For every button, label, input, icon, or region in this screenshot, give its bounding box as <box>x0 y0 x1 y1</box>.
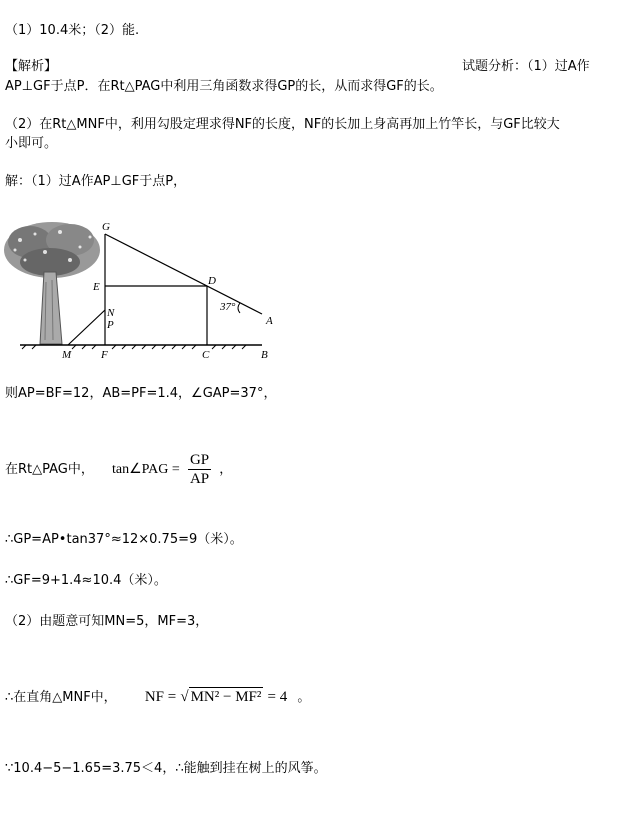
step3-prefix: 在Rt△PAG中， <box>5 462 94 477</box>
solution-step5: ∴GF=9+1.4≈10.4（米）。 <box>5 573 167 588</box>
fraction-numerator: GP <box>189 452 210 468</box>
sqrt-icon: √ <box>180 689 189 705</box>
solution-conclusion: ∵10.4−5−1.65=3.75＜4，∴能触到挂在树上的风筝。 <box>5 761 327 776</box>
analysis-tag: 【解析】 <box>5 59 58 74</box>
label-n: N <box>107 307 115 319</box>
label-b: B <box>261 349 268 361</box>
nf-left: NF = <box>144 689 177 705</box>
fraction-denominator: AP <box>189 471 210 487</box>
label-angle: 37° <box>220 301 236 313</box>
analysis-line3: 小即可。 <box>5 136 58 151</box>
solution-step1: 解：（1）过A作AP⊥GF于点P， <box>5 174 187 189</box>
label-p: P <box>107 319 114 331</box>
step6-suffix: 。 <box>297 690 311 705</box>
solution-step3 <box>5 450 232 490</box>
nf-right: = 4 <box>267 689 288 705</box>
fraction-gp-ap <box>188 451 211 488</box>
solution-step6 <box>5 686 310 709</box>
label-m: M <box>62 349 72 361</box>
label-d: D <box>208 275 216 287</box>
label-g: G <box>102 221 110 233</box>
tree-icon <box>4 222 100 344</box>
label-a: A <box>266 315 273 327</box>
geometry-figure <box>0 212 290 367</box>
solution-step4: ∴GP=AP•tan37°≈12×0.75=9（米）。 <box>5 532 243 547</box>
answer-line: （1）10.4米；（2）能. <box>5 23 140 38</box>
label-e: E <box>93 281 100 293</box>
label-f: F <box>101 349 108 361</box>
step3-suffix: ， <box>219 462 233 477</box>
nf-radicand: MN² − MF² <box>190 689 262 705</box>
tan-label: tan∠PAG = <box>112 462 180 477</box>
analysis-line1: AP⊥GF于点P．在Rt△PAG中利用三角函数求得GP的长，从而求得GF的长。 <box>5 79 443 94</box>
label-c: C <box>202 349 210 361</box>
solution-part2: （2）由题意可知MN=5，MF=3， <box>5 614 209 629</box>
solution-step2: 则AP=BF=12，AB=PF=1.4，∠GAP=37°， <box>5 386 277 401</box>
analysis-heading: 试题分析：（1）过A作 <box>462 59 590 74</box>
step6-prefix: ∴在直角△MNF中， <box>5 690 117 705</box>
analysis-line2: （2）在Rt△MNF中，利用勾股定理求得NF的长度，NF的长加上身高再加上竹竿长，与GF比较大 <box>5 117 560 132</box>
